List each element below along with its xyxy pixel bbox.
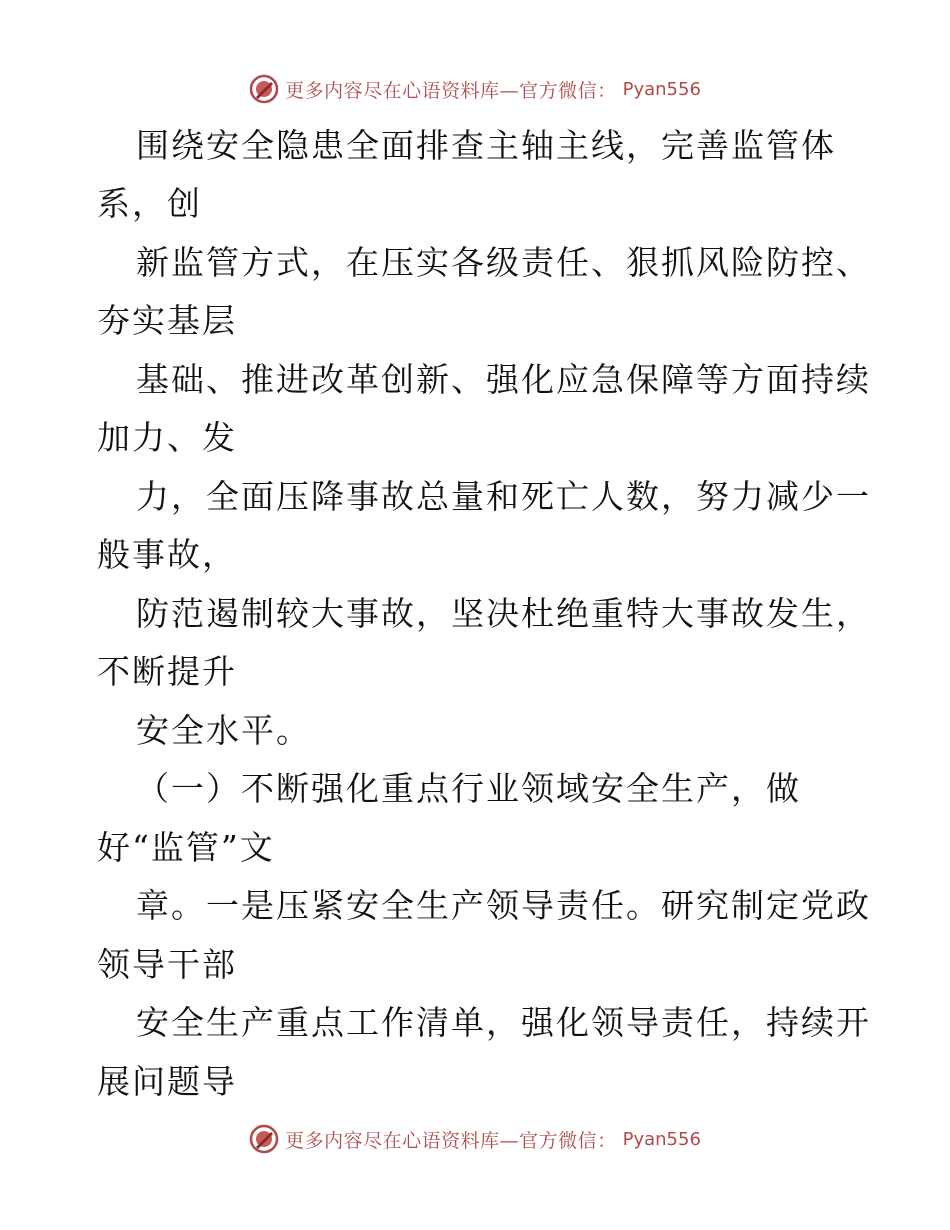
section-heading-line: 好“监管”文 [97,828,275,867]
text-line: 展问题导 [97,1062,237,1101]
watermark-text: 更多内容尽在心语资料库—官方微信： [285,79,617,102]
text-line: 领导干部 [97,945,237,984]
text-line: 安全水平。 [136,711,311,750]
text-line: 章。一是压紧安全生产领导责任。研究制定党政 [136,886,871,925]
section-heading-line: （一）不断强化重点行业领域安全生产，做 [136,769,801,808]
watermark-wechat-id: Pyan556 [622,1128,701,1150]
header-watermark [0,72,950,106]
text-line: 系，创 [97,184,202,223]
watermark-wechat-id: Pyan556 [622,78,701,100]
pen-seal-logo-icon [249,74,279,104]
footer-watermark [0,1122,950,1156]
text-line: 加力、发 [97,418,237,457]
text-line: 般事故， [97,535,237,574]
text-line: 力，全面压降事故总量和死亡人数，努力减少一 [136,477,871,516]
text-line: 安全生产重点工作清单，强化领导责任，持续开 [136,1003,871,1042]
text-line: 基础、推进改革创新、强化应急保障等方面持续 [136,360,871,399]
watermark-text: 更多内容尽在心语资料库—官方微信： [285,1129,617,1152]
text-line: 新监管方式，在压实各级责任、狠抓风险防控、 [136,243,871,282]
text-line: 防范遏制较大事故，坚决杜绝重特大事故发生， [136,594,871,633]
pen-seal-logo-icon [249,1124,279,1154]
text-line: 不断提升 [97,652,237,691]
text-line: 夯实基层 [97,301,237,340]
text-line: 围绕安全隐患全面排查主轴主线，完善监管体 [136,126,836,165]
